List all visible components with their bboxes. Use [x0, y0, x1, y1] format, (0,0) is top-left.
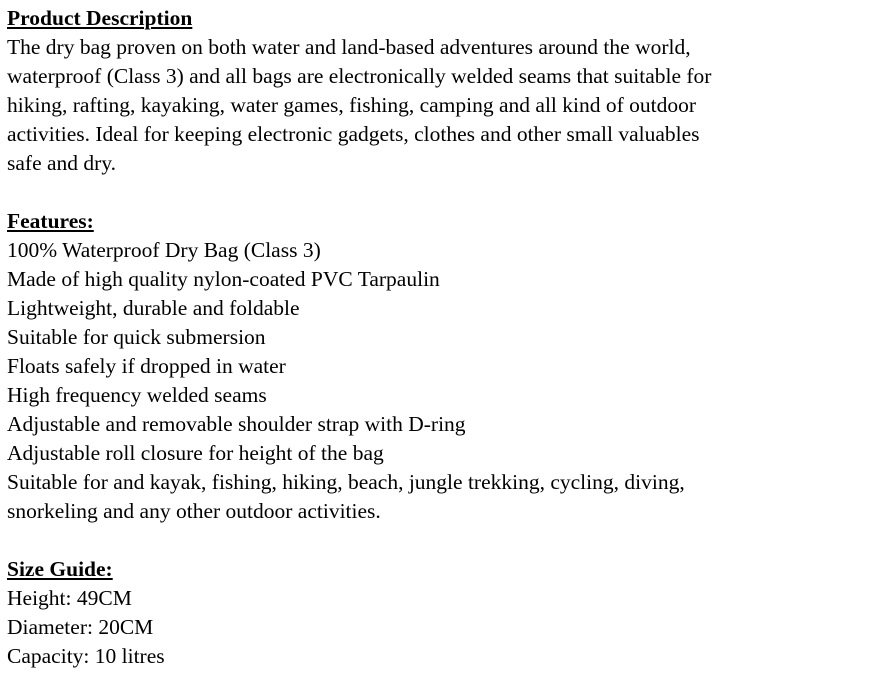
- features-section: [7, 207, 867, 526]
- description-line: activities. Ideal for keeping electronic gadgets, clothes and other small valuables: [7, 122, 700, 146]
- feature-item: Adjustable and removable shoulder strap with D-ring: [7, 412, 466, 436]
- feature-item: Suitable for and kayak, fishing, hiking, beach, jungle trekking, cycling, diving,: [7, 470, 685, 494]
- feature-item: High frequency welded seams: [7, 383, 267, 407]
- description-line: safe and dry.: [7, 151, 117, 175]
- section-spacer: [7, 178, 867, 207]
- features-heading: Features:: [7, 209, 94, 233]
- product-description-text: [7, 33, 867, 178]
- feature-item: Lightweight, durable and foldable: [7, 296, 300, 320]
- feature-item: Made of high quality nylon-coated PVC Tarpaulin: [7, 267, 440, 291]
- size-diameter: Diameter: 20CM: [7, 615, 154, 639]
- product-description-heading: Product Description: [7, 6, 193, 30]
- size-guide-list: [7, 584, 867, 671]
- product-description-section: [7, 4, 867, 178]
- product-document: [7, 4, 867, 671]
- size-capacity: Capacity: 10 litres: [7, 644, 165, 668]
- description-line: hiking, rafting, kayaking, water games, fishing, camping and all kind of outdoor: [7, 93, 697, 117]
- feature-item: Floats safely if dropped in water: [7, 354, 286, 378]
- size-height: Height: 49CM: [7, 586, 132, 610]
- feature-item: Adjustable roll closure for height of the bag: [7, 441, 384, 465]
- size-guide-heading: Size Guide:: [7, 557, 113, 581]
- feature-item: 100% Waterproof Dry Bag (Class 3): [7, 238, 321, 262]
- features-list: [7, 236, 867, 526]
- description-line: waterproof (Class 3) and all bags are electronically welded seams that suitable for: [7, 64, 712, 88]
- size-guide-section: [7, 555, 867, 671]
- description-line: The dry bag proven on both water and land-based adventures around the world,: [7, 35, 691, 59]
- section-spacer: [7, 526, 867, 555]
- feature-item: Suitable for quick submersion: [7, 325, 266, 349]
- feature-item: snorkeling and any other outdoor activities.: [7, 499, 381, 523]
